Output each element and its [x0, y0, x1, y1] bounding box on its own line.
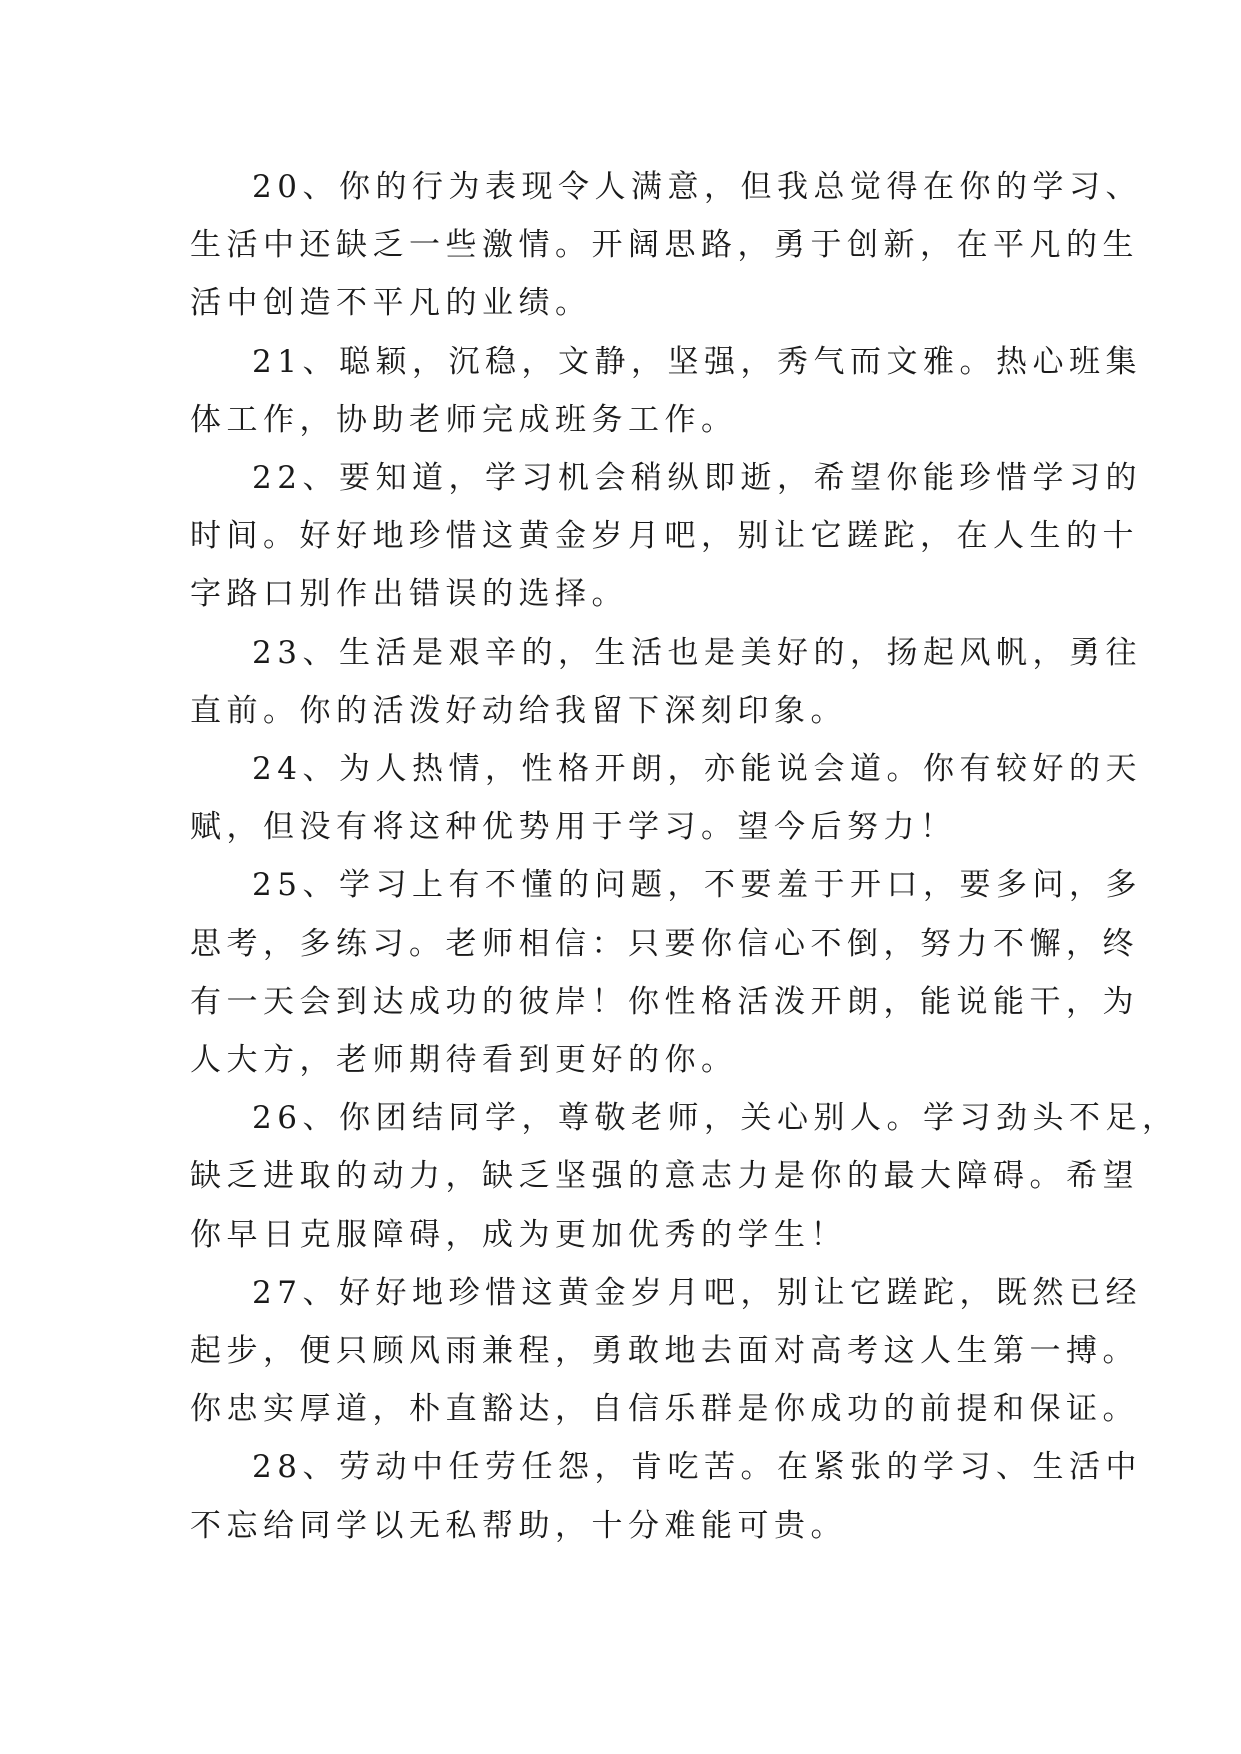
paragraph-28 [190, 1438, 1142, 1554]
paragraph-26 [190, 1089, 1179, 1264]
paragraph-24 [190, 740, 1142, 856]
document-body [190, 158, 1179, 1555]
text-line: 27、好好地珍惜这黄金岁月吧，别让它蹉跎，既然已经 [252, 1274, 1142, 1311]
text-line: 活中创造不平凡的业绩。 [190, 285, 592, 322]
text-line: 生活中还缺乏一些激情。开阔思路，勇于创新，在平凡的生 [190, 227, 1139, 264]
paragraph-25 [190, 856, 1142, 1089]
text-line: 思考，多练习。老师相信：只要你信心不倒，努力不懈，终 [190, 925, 1139, 962]
text-line: 人大方，老师期待看到更好的你。 [190, 1042, 738, 1079]
text-line: 缺乏进取的动力，缺乏坚强的意志力是你的最大障碍。希望 [190, 1158, 1139, 1195]
text-line: 24、为人热情，性格开朗，亦能说会道。你有较好的天 [252, 751, 1142, 788]
text-line: 赋，但没有将这种优势用于学习。望今后努力！ [190, 809, 957, 846]
text-line: 23、生活是艰辛的，生活也是美好的，扬起风帆，勇往 [252, 634, 1142, 671]
paragraph-21 [190, 333, 1142, 449]
text-line: 你早日克服障碍，成为更加优秀的学生！ [190, 1216, 847, 1253]
text-line: 28、劳动中任劳任怨，肯吃苦。在紧张的学习、生活中 [252, 1449, 1142, 1486]
text-line: 你忠实厚道，朴直豁达，自信乐群是你成功的前提和保证。 [190, 1391, 1139, 1428]
text-line: 直前。你的活泼好动给我留下深刻印象。 [190, 692, 847, 729]
paragraph-23 [190, 624, 1142, 740]
text-line: 体工作，协助老师完成班务工作。 [190, 401, 738, 438]
text-line: 21、聪颖，沉稳，文静，坚强，秀气而文雅。热心班集 [252, 343, 1142, 380]
text-line: 有一天会到达成功的彼岸！你性格活泼开朗，能说能干，为 [190, 983, 1139, 1020]
paragraph-27 [190, 1264, 1142, 1439]
paragraph-20 [190, 158, 1142, 333]
text-line: 20、你的行为表现令人满意，但我总觉得在你的学习、 [252, 169, 1142, 205]
text-line: 22、要知道，学习机会稍纵即逝，希望你能珍惜学习的 [252, 460, 1142, 497]
text-line: 不忘给同学以无私帮助，十分难能可贵。 [190, 1507, 847, 1544]
paragraph-22 [190, 449, 1142, 624]
text-line: 字路口别作出错误的选择。 [190, 576, 628, 613]
text-line: 起步，便只顾风雨兼程，勇敢地去面对高考这人生第一搏。 [190, 1333, 1139, 1370]
text-line: 25、学习上有不懂的问题，不要羞于开口，要多问，多 [252, 867, 1142, 904]
text-line: 时间。好好地珍惜这黄金岁月吧，别让它蹉跎，在人生的十 [190, 518, 1139, 555]
text-line: 26、你团结同学，尊敬老师，关心别人。学习劲头不足， [252, 1100, 1179, 1137]
